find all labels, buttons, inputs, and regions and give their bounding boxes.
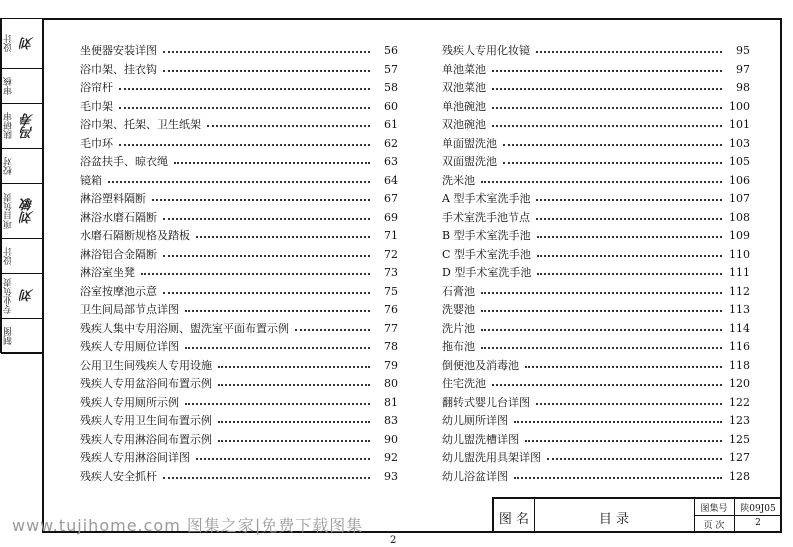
toc-entry: [442, 153, 750, 171]
toc-entry-title: 残疾人专用化妆镜: [442, 44, 530, 57]
toc-entry-title: 浴帘杆: [80, 81, 113, 94]
toc-entry-title: 洗婴池: [442, 303, 475, 316]
toc-leader-dots: [119, 88, 370, 90]
toc-entry: [80, 394, 398, 412]
toc-entry: [80, 190, 398, 208]
toc-leader-dots: [163, 477, 370, 479]
signature-name: 刘: [21, 37, 36, 50]
toc-entry-page: 97: [736, 62, 750, 76]
signature-name: 刘敏: [21, 198, 36, 224]
toc-leader-dots: [492, 107, 722, 109]
toc-entry-title: C 型手术室洗手池: [442, 247, 531, 261]
toc-entry: [442, 79, 750, 97]
toc-entry: [80, 357, 398, 375]
signature-role-label: 陕研审: [1, 104, 17, 148]
toc-entry-title: 淋浴室坐凳: [80, 266, 135, 279]
toc-entry-title: 翻转式婴儿台详图: [442, 395, 530, 409]
signature-cell: [1, 274, 42, 319]
toc-entry-page: 81: [384, 395, 398, 409]
toc-leader-dots: [536, 51, 722, 53]
toc-leader-dots: [207, 125, 370, 127]
toc-entry: [80, 42, 398, 60]
toc-entry-title: 倒便池及消毒池: [442, 358, 519, 372]
toc-entry-title: 残疾人专用厕位详图: [80, 340, 179, 353]
page-number-box: 2: [755, 518, 761, 528]
toc-entry: [80, 449, 398, 467]
toc-entry: [80, 301, 398, 319]
toc-entry-page: 122: [729, 395, 750, 409]
toc-leader-dots: [163, 292, 370, 294]
toc-leader-dots: [295, 329, 370, 331]
toc-entry: [442, 412, 750, 430]
toc-entry: [442, 338, 750, 356]
signature-name: 刘: [21, 289, 36, 303]
toc-leader-dots: [481, 181, 722, 183]
toc-entry-title: 拖布池: [442, 340, 475, 353]
signature-role-label: 设计: [1, 19, 17, 68]
toc-entry: [442, 209, 750, 227]
toc-entry-page: 78: [384, 340, 398, 353]
toc-entry-title: 淋浴塑料隔断: [80, 192, 146, 205]
toc-entry-title: 幼儿厕所详图: [442, 414, 508, 427]
signature-name: [16, 69, 42, 103]
toc-leader-dots: [174, 162, 370, 164]
toc-leader-dots: [119, 144, 370, 146]
toc-entry-title: 手术室洗手池节点: [442, 210, 530, 224]
signature-role-label: 设计: [1, 239, 17, 273]
toc-entry-title: 残疾人专用盆浴间布置示例: [80, 377, 212, 390]
toc-entry: [80, 79, 398, 97]
toc-entry-title: 镜箱: [80, 173, 102, 187]
toc-entry-page: 76: [384, 303, 398, 316]
toc-entry: [442, 320, 750, 338]
toc-leader-dots: [163, 255, 370, 257]
atlas-number: 陕09J05: [740, 504, 776, 514]
toc-leader-dots: [537, 273, 722, 275]
toc-entry-page: 113: [729, 303, 750, 316]
toc-entry-title: D 型手术室洗手池: [442, 266, 532, 279]
toc-entry-title: 石膏池: [442, 284, 475, 298]
toc-entry-page: 106: [729, 173, 750, 187]
toc-leader-dots: [481, 329, 722, 331]
toc-entry: [80, 153, 398, 171]
toc-leader-dots: [492, 88, 722, 90]
toc-entry-page: 72: [384, 247, 398, 261]
toc-entry-title: 毛巾环: [80, 136, 113, 150]
toc-entry-page: 69: [384, 210, 398, 224]
toc-leader-dots: [218, 440, 370, 442]
toc-entry: [80, 431, 398, 449]
toc-entry-title: 残疾人专用淋浴间详图: [80, 451, 190, 464]
toc-entry: [442, 449, 750, 467]
toc-entry-page: 123: [729, 414, 750, 427]
toc-entry-title: 淋浴铝合金隔断: [80, 247, 157, 261]
toc-entry: [442, 227, 750, 245]
toc-entry-title: 浴巾架、挂衣钩: [80, 62, 157, 76]
toc-entry-title: 卫生间局部节点详图: [80, 303, 179, 316]
toc-leader-dots: [218, 384, 370, 386]
toc-entry: [80, 116, 398, 134]
signature-strip: [0, 18, 42, 353]
toc-entry-page: 73: [384, 266, 398, 279]
toc-leader-dots: [163, 218, 370, 220]
toc-leader-dots: [218, 421, 370, 423]
signature-name: 冯寿: [21, 113, 36, 139]
signature-name: [16, 239, 42, 273]
toc-entry-title: 幼儿盥洗用具架详图: [442, 451, 541, 464]
toc-entry: [442, 357, 750, 375]
signature-cell: [1, 149, 42, 184]
toc-entry-title: 浴巾架、托架、卫生纸架: [80, 118, 201, 131]
toc-entry-page: 57: [384, 62, 398, 76]
toc-entry-page: 58: [384, 81, 398, 94]
signature-cell: [1, 319, 42, 354]
toc-entry-title: B 型手术室洗手池: [442, 229, 531, 242]
drawing-sheet: [42, 18, 782, 533]
toc-entry-page: 116: [729, 340, 750, 353]
signature-cell: [1, 104, 42, 149]
toc-entry: [80, 320, 398, 338]
toc-entry-title: 残疾人安全抓杆: [80, 469, 157, 483]
toc-entry: [80, 227, 398, 245]
toc-entry-page: 67: [384, 192, 398, 205]
toc-leader-dots: [185, 347, 370, 349]
toc-entry: [80, 172, 398, 190]
toc-leader-dots: [525, 440, 722, 442]
toc-entry-page: 110: [729, 247, 750, 261]
toc-entry: [442, 61, 750, 79]
signature-role-label: 专业负责: [1, 274, 17, 318]
toc-entry: [442, 116, 750, 134]
signature-cell: [1, 69, 42, 104]
toc-entry: [442, 283, 750, 301]
toc-entry-page: 64: [384, 173, 398, 187]
toc-entry-page: 93: [384, 469, 398, 483]
toc-entry-page: 109: [729, 229, 750, 242]
toc-entry: [80, 246, 398, 264]
toc-entry: [442, 468, 750, 486]
toc-leader-dots: [492, 125, 722, 127]
toc-leader-dots: [163, 51, 370, 53]
toc-entry-title: 残疾人专用厕所示例: [80, 395, 179, 409]
signature-cell: [1, 19, 42, 69]
signature-cell: [1, 239, 42, 274]
toc-entry-title: 坐便器安装详图: [80, 44, 157, 57]
signature-cell: [1, 184, 42, 239]
toc-entry-page: 77: [384, 321, 398, 335]
toc-entry: [442, 135, 750, 153]
toc-entry-page: 60: [384, 99, 398, 113]
toc-entry-page: 114: [729, 321, 750, 335]
toc-entry-title: 洗片池: [442, 321, 475, 335]
toc-entry-page: 105: [729, 155, 750, 168]
toc-leader-dots: [481, 310, 722, 312]
toc-entry-page: 101: [729, 118, 750, 131]
toc-entry-page: 56: [384, 44, 398, 57]
toc-leader-dots: [536, 199, 722, 201]
toc-entry-title: 双池菜池: [442, 81, 486, 94]
toc-leader-dots: [536, 403, 722, 405]
toc-leader-dots: [119, 107, 370, 109]
toc-entry-title: 住宅洗池: [442, 377, 486, 390]
toc-leader-dots: [196, 236, 370, 238]
toc-leader-dots: [503, 144, 722, 146]
toc-leader-dots: [185, 310, 370, 312]
toc-entry-page: 61: [384, 118, 398, 131]
toc-entry-page: 103: [729, 136, 750, 150]
toc-entry-title: 浴室按摩池示意: [80, 284, 157, 298]
toc-entry: [80, 209, 398, 227]
page-number: 2: [390, 535, 397, 546]
toc-entry-title: 残疾人专用卫生间布置示例: [80, 414, 212, 427]
toc-entry-title: 公用卫生间残疾人专用设施: [80, 358, 212, 372]
atlas-label: 图集号: [700, 504, 728, 514]
toc-leader-dots: [218, 366, 370, 368]
toc-entry: [80, 98, 398, 116]
toc-entry-title: 浴盆扶手、晾衣绳: [80, 155, 168, 168]
toc-entry-title: 残疾人专用淋浴间布置示例: [80, 432, 212, 446]
toc-entry-title: A 型手术室洗手池: [442, 192, 531, 205]
toc-entry-page: 75: [384, 284, 398, 298]
toc-entry-page: 128: [729, 469, 750, 483]
toc-leader-dots: [537, 255, 722, 257]
toc-entry: [442, 172, 750, 190]
toc-entry-page: 111: [729, 266, 750, 279]
toc-leader-dots: [108, 181, 370, 183]
toc-entry-title: 幼儿盥洗槽详图: [442, 432, 519, 446]
toc-entry: [80, 412, 398, 430]
toc-entry-page: 107: [729, 192, 750, 205]
toc-entry-title: 洗米池: [442, 173, 475, 187]
toc-entry-page: 100: [729, 99, 750, 113]
toc-leader-dots: [536, 218, 722, 220]
signature-role-label: 制图: [1, 319, 17, 353]
toc-leader-dots: [185, 403, 370, 405]
signature-name: [16, 149, 42, 183]
toc-entry-title: 毛巾架: [80, 99, 113, 113]
toc-entry-title: 单面盥洗池: [442, 136, 497, 150]
title-name: 目 录: [598, 512, 630, 527]
toc-entry-page: 98: [736, 81, 750, 94]
toc-leader-dots: [481, 292, 722, 294]
toc-entry-page: 90: [384, 432, 398, 446]
toc-entry-title: 双池碗池: [442, 118, 486, 131]
toc-leader-dots: [525, 366, 722, 368]
toc-entry-page: 95: [736, 44, 750, 57]
toc-entry-page: 83: [384, 414, 398, 427]
toc-entry: [442, 42, 750, 60]
toc-leader-dots: [152, 199, 370, 201]
toc-entry: [442, 394, 750, 412]
toc-entry-page: 79: [384, 358, 398, 372]
toc-entry: [80, 135, 398, 153]
toc-entry-title: 幼儿浴盆详图: [442, 469, 508, 483]
toc-entry-page: 92: [384, 451, 398, 464]
toc-leader-dots: [547, 458, 722, 460]
toc-leader-dots: [503, 162, 722, 164]
toc-entry-title: 双面盥洗池: [442, 155, 497, 168]
toc-leader-dots: [481, 347, 722, 349]
toc-entry: [80, 338, 398, 356]
toc-entry-page: 125: [729, 432, 750, 446]
signature-role-label: 审核: [1, 69, 17, 103]
toc-entry: [442, 375, 750, 393]
toc-entry: [80, 283, 398, 301]
toc-entry: [442, 431, 750, 449]
toc-entry: [442, 246, 750, 264]
toc-leader-dots: [514, 477, 722, 479]
toc-entry-page: 127: [729, 451, 750, 464]
signature-name: [16, 319, 42, 353]
toc-leader-dots: [514, 421, 722, 423]
toc-leader-dots: [537, 236, 722, 238]
toc-leader-dots: [196, 458, 370, 460]
toc-entry-page: 112: [729, 284, 750, 298]
toc-entry-title: 残疾人集中专用浴厕、盥洗室平面布置示例: [80, 321, 289, 335]
signature-role-label: 项目负责: [1, 184, 17, 238]
toc-leader-dots: [492, 384, 722, 386]
toc-leader-dots: [141, 273, 370, 275]
toc-entry: [442, 264, 750, 282]
toc-entry-title: 单池碗池: [442, 99, 486, 113]
toc-entry-title: 淋浴水磨石隔断: [80, 210, 157, 224]
signature-role-label: 校对: [1, 149, 17, 183]
toc-entry-page: 120: [729, 377, 750, 390]
toc-entry: [80, 375, 398, 393]
title-label: 图 名: [498, 512, 530, 527]
toc-entry-page: 108: [729, 210, 750, 224]
toc-entry-page: 118: [729, 358, 750, 372]
toc-entry: [442, 301, 750, 319]
toc-leader-dots: [163, 70, 370, 72]
toc-entry-page: 62: [384, 136, 398, 150]
toc-entry: [80, 61, 398, 79]
toc-entry-page: 71: [384, 229, 398, 242]
toc-leader-dots: [492, 70, 722, 72]
page-label: 页 次: [703, 521, 725, 531]
title-block: [492, 497, 782, 533]
toc-entry: [80, 468, 398, 486]
toc-entry: [80, 264, 398, 282]
toc-entry-page: 80: [384, 377, 398, 390]
toc-entry-title: 水磨石隔断规格及踏板: [80, 229, 190, 242]
toc-entry-title: 单池菜池: [442, 62, 486, 76]
toc-entry: [442, 190, 750, 208]
toc-entry: [442, 98, 750, 116]
toc-entry-page: 63: [384, 155, 398, 168]
watermark-text: www.tujihome.com 图集之家|免费下载图集: [12, 516, 364, 535]
